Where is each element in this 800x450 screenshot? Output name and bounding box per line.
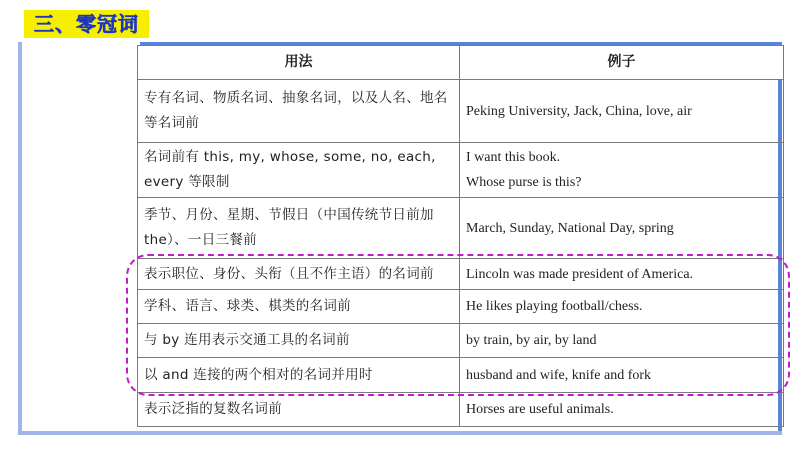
table-row bbox=[138, 358, 784, 393]
example-cell bbox=[460, 80, 784, 143]
usage-cell: 名词前有 this, my, whose, some, no, each, every 等限制 bbox=[138, 143, 460, 198]
table-row bbox=[138, 324, 784, 358]
header-example: 例子 bbox=[460, 46, 784, 80]
table-row bbox=[138, 290, 784, 324]
table-row bbox=[138, 393, 784, 427]
example-text: husband and wife, knife and fork bbox=[466, 367, 652, 383]
usage-cell: 与 by 连用表示交通工具的名词前 bbox=[138, 324, 460, 358]
usage-cell: 表示泛指的复数名词前 bbox=[138, 393, 460, 427]
example-text: March, Sunday, National Day, spring bbox=[466, 220, 674, 236]
header-usage: 用法 bbox=[138, 46, 460, 80]
usage-cell: 季节、月份、星期、节假日（中国传统节日前加 the）、一日三餐前 bbox=[138, 198, 460, 259]
example-text: Whose purse is this? bbox=[466, 175, 582, 190]
table-header-row bbox=[138, 46, 784, 80]
usage-cell: 以 and 连接的两个相对的名词并用时 bbox=[138, 358, 460, 393]
example-cell bbox=[460, 259, 784, 290]
example-cell bbox=[460, 290, 784, 324]
example-cell bbox=[460, 324, 784, 358]
frame-bottom-line bbox=[18, 431, 782, 435]
usage-table bbox=[137, 45, 784, 427]
example-cell bbox=[460, 393, 784, 427]
section-title: 三、零冠词 bbox=[24, 10, 149, 38]
frame-left-line bbox=[18, 42, 22, 434]
example-cell bbox=[460, 143, 784, 198]
table-row bbox=[138, 143, 784, 198]
example-text: I want this book. bbox=[466, 150, 561, 165]
table-row bbox=[138, 80, 784, 143]
example-cell bbox=[460, 198, 784, 259]
usage-cell: 学科、语言、球类、棋类的名词前 bbox=[138, 290, 460, 324]
usage-cell: 专有名词、物质名词、抽象名词，以及人名、地名等名词前 bbox=[138, 80, 460, 143]
table-row bbox=[138, 259, 784, 290]
example-text: Horses are useful animals. bbox=[466, 402, 614, 417]
usage-cell: 表示职位、身份、头衔（且不作主语）的名词前 bbox=[138, 259, 460, 290]
example-text: Lincoln was made president of America. bbox=[466, 266, 694, 282]
example-text: He likes playing football/chess. bbox=[466, 299, 643, 314]
table-row bbox=[138, 198, 784, 259]
example-text: Peking University, Jack, China, love, air bbox=[466, 103, 692, 119]
example-text: by train, by air, by land bbox=[466, 333, 597, 348]
example-cell bbox=[460, 358, 784, 393]
